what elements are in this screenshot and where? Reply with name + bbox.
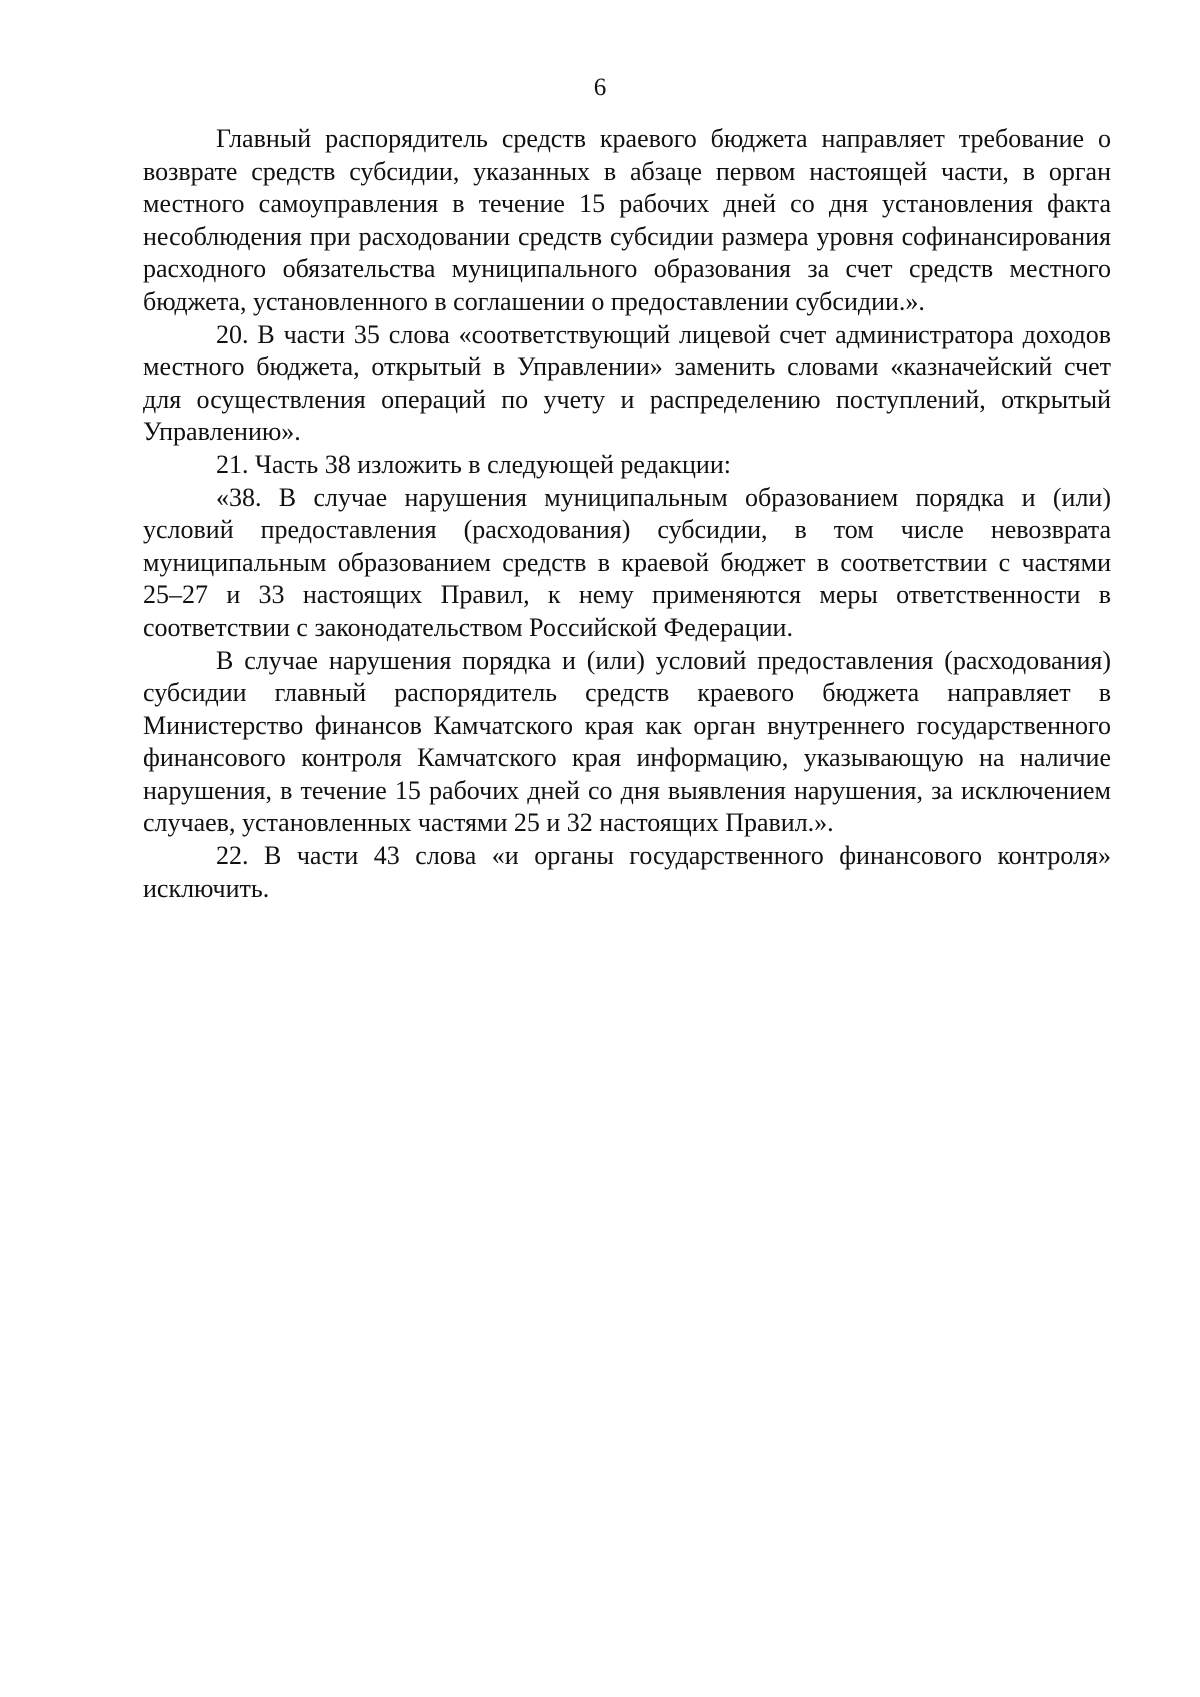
paragraph-subsidy-return-requirement: Главный распорядитель средств краевого бюджета направляет требование о возврате средств субсидии, указанных в абзаце первом настоящей части, в орган местного самоуправления в течение 15 рабочих дней со дня установления факта несоблюдения при расходовании средств субсидии размера уровня софинансирования расходного обязательства муниципального образования за счет средств местного бюджета, установленного в соглашении о предоставлении субсидии.». xyxy=(143,124,1111,316)
paragraph-part-38: «38. В случае нарушения муниципальным образованием порядка и (или) условий предоставления (расходования) субсидии, в том числе невозврата муниципальным образованием средств в краевой бюджет в соответствии с частями 25–27 и 33 настоящих Правил, к нему применяются меры ответственности в соответствии с законодательством Российской Федерации. xyxy=(143,482,1111,642)
paragraph-item-22: 22. В части 43 слова «и органы государственного финансового контроля» исключить. xyxy=(143,841,1111,903)
paragraph-item-21: 21. Часть 38 изложить в следующей редакции: xyxy=(216,449,731,479)
paragraph-violation-notice: В случае нарушения порядка и (или) условий предоставления (расходования) субсидии главный распорядитель средств краевого бюджета направляет в Министерство финансов Камчатского края как орган внутреннего государственного финансового контроля Камчатского края информацию, указывающую на наличие нарушения, в течение 15 рабочих дней со дня выявления нарушения, за исключением случаев, установленных частями 25 и 32 настоящих Правил.». xyxy=(143,645,1111,838)
document-body xyxy=(143,123,1111,905)
paragraph-item-20: 20. В части 35 слова «соответствующий лицевой счет администратора доходов местного бюджета, открытый в Управлении» заменить словами «казначейский счет для осуществления операций по учету и распределению поступлений, открытый Управлению». xyxy=(143,319,1111,447)
page-number: 6 xyxy=(593,74,607,101)
